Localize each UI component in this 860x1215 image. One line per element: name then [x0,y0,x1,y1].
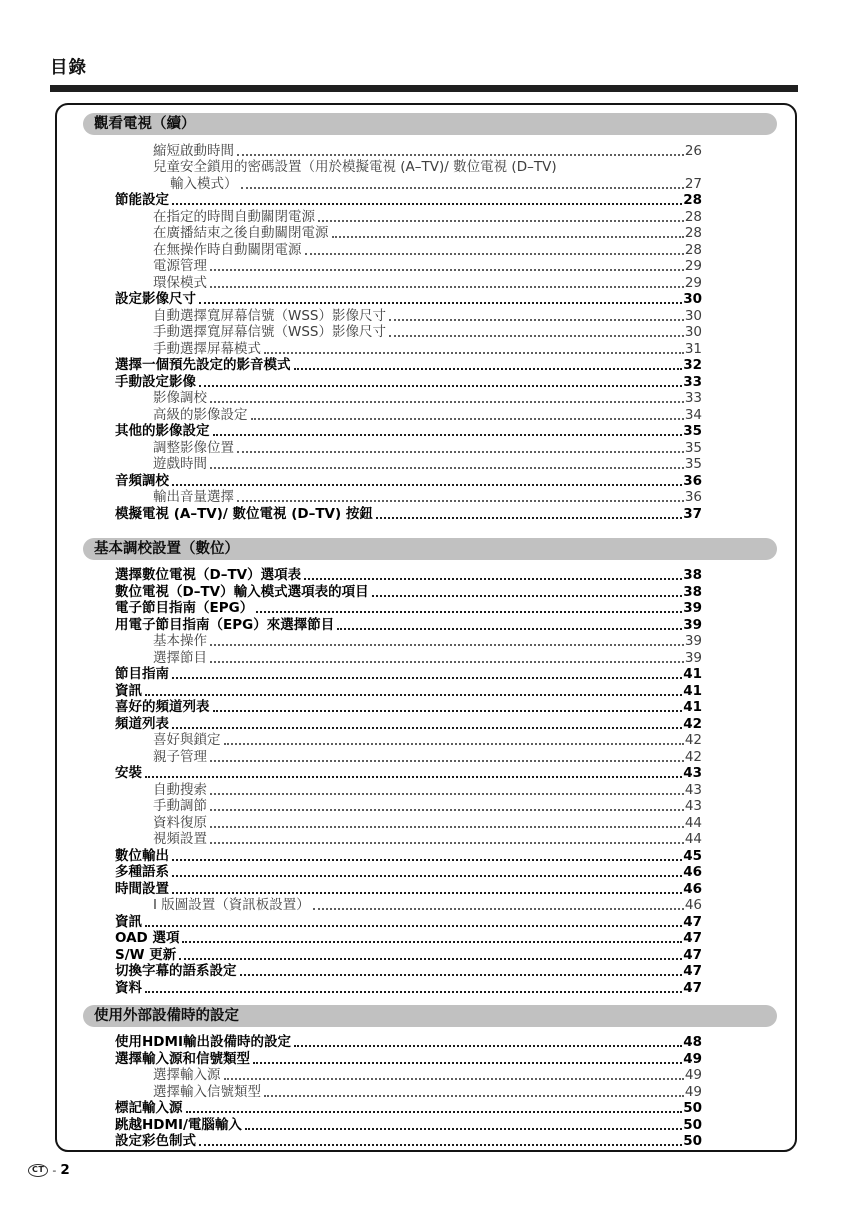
dotted-leader [210,401,684,403]
toc-entry [57,423,702,440]
dotted-leader [224,743,684,745]
dotted-leader [172,484,682,486]
dotted-leader [213,710,683,712]
toc-entry-label: 在廣播結束之後自動關閉電源 [153,225,329,241]
dotted-leader [182,941,682,943]
toc-entry-page: 28 [684,208,702,225]
toc-entry-label: 設定彩色制式 [115,1133,196,1149]
toc-entry [57,1133,702,1150]
dotted-leader [210,826,684,828]
toc-entry-page: 30 [684,307,702,324]
toc-entry-page: 43 [684,781,702,798]
toc-entry-page: 32 [683,357,702,373]
toc-entry [57,567,702,584]
toc-entry-page: 47 [683,913,702,930]
dotted-leader [145,991,682,993]
toc-entry [57,175,702,192]
toc-entry [57,583,702,600]
dotted-leader [224,1078,684,1080]
toc-entry-label: 在無操作時自動關閉電源 [153,241,302,258]
toc-entry [57,274,702,291]
section-header: 觀看電視（續） [83,113,777,135]
toc-entry [57,241,702,258]
toc-entry [57,913,702,930]
toc-entry [57,847,702,864]
toc-entry-label: 節能設定 [115,192,169,208]
toc-entry-page: 42 [683,715,702,732]
dotted-leader [294,368,683,370]
toc-entry [57,142,702,159]
dotted-leader [199,385,682,387]
toc-entry-label: 節目指南 [115,666,169,682]
dotted-leader [210,809,684,811]
toc-entry-label: 音頻調校 [115,472,169,489]
dotted-leader [304,578,682,580]
toc-entry-page: 38 [683,583,702,600]
toc-entry-page: 48 [683,1034,702,1050]
toc-entry-label: 電子節目指南（EPG） [115,600,254,616]
toc-entry-label: 設定影像尺寸 [115,291,196,307]
dotted-leader [210,286,684,288]
toc-entry-page: 28 [684,241,702,258]
toc-entry-page: 49 [683,1050,702,1067]
toc-entry [57,505,702,522]
toc-entry [57,814,702,831]
toc-entry-page: 30 [683,291,702,307]
toc-section [57,1005,795,1150]
toc-entry-label: 多種語系 [115,864,169,880]
toc-entry-page: 47 [683,979,702,996]
toc-entry-label: 親子管理 [153,748,207,765]
dotted-leader [318,220,684,222]
toc-entry-label: 喜好與鎖定 [153,732,221,748]
dotted-leader [376,517,682,519]
toc-section [57,538,795,996]
page-code-badge: CT [28,1164,48,1177]
dotted-leader [186,1111,683,1113]
toc-entry-page: 33 [683,373,702,390]
toc-entry-page: 27 [684,175,702,192]
dotted-leader [172,859,682,861]
toc-entry [57,699,702,716]
toc-entry [57,979,702,996]
dotted-leader [237,154,684,156]
toc-entry [57,307,702,324]
toc-section [57,113,795,522]
toc-entry [57,1034,702,1051]
toc-box [55,103,797,1152]
toc-entry-label: 選擇輸入源和信號類型 [115,1050,250,1067]
toc-entry [57,732,702,749]
toc-entry-label: 自動選擇寬屏幕信號（WSS）影像尺寸 [153,307,386,324]
toc-entry [57,649,702,666]
toc-entry-page: 28 [683,192,702,208]
toc-entry [57,880,702,897]
dotted-leader [172,875,682,877]
toc-entry-page: 38 [683,567,702,583]
toc-entry [57,373,702,390]
toc-entry-page: 43 [684,798,702,814]
toc-entry [57,798,702,815]
dotted-leader [264,352,684,354]
toc-entry-label: 其他的影像設定 [115,423,210,439]
page-title: 目錄 [50,58,87,78]
toc-entry-page: 45 [683,847,702,864]
toc-entry-page: 39 [684,649,702,666]
toc-entry-page: 39 [683,600,702,616]
toc-entry [57,439,702,456]
toc-entry [57,1100,702,1117]
dotted-leader [237,500,684,502]
toc-entry [57,390,702,407]
toc-entry-label: 高級的影像設定 [153,406,248,423]
toc-entry-label: 頻道列表 [115,715,169,732]
toc-entry-page: 35 [684,456,702,472]
toc-entry-label: 手動調節 [153,798,207,814]
dotted-leader [240,974,683,976]
toc-entry-page: 33 [684,390,702,406]
dotted-leader [145,925,682,927]
footer-separator: - [52,1163,57,1177]
dotted-leader [332,236,684,238]
toc-entry-label: 電源管理 [153,258,207,274]
dotted-leader [172,203,682,205]
toc-entry [57,208,702,225]
toc-entry-page: 46 [684,897,702,913]
toc-entry [57,472,702,489]
toc-entry-page: 36 [683,472,702,489]
toc-entry-list [57,1034,702,1150]
toc-entry [57,258,702,275]
dotted-leader [145,694,682,696]
toc-entry-label: 手動選擇屏幕模式 [153,340,261,357]
page-number: 2 [60,1162,70,1178]
toc-entry-label: 數位輸出 [115,847,169,864]
toc-entry-label: 遊戲時間 [153,456,207,472]
toc-entry-page: 47 [683,946,702,963]
dotted-leader [305,253,684,255]
toc-entry [57,225,702,242]
toc-entry-label: 選擇節目 [153,649,207,666]
toc-entry [57,340,702,357]
page-footer [28,1162,70,1178]
toc-entry-label: 資料 [115,979,142,996]
section-header: 使用外部設備時的設定 [83,1005,777,1027]
toc-entry-label: 使用HDMI輸出設備時的設定 [115,1034,291,1050]
toc-entry [57,715,702,732]
toc-entry-page: 37 [683,505,702,522]
toc-entry [57,897,702,914]
dotted-leader [237,451,684,453]
toc-entry-page: 28 [684,225,702,241]
dotted-leader [294,1045,682,1047]
dotted-leader [389,335,684,337]
toc-entry-label: 縮短啟動時間 [153,142,234,159]
toc-entry-label: 選擇輸入信號類型 [153,1083,261,1100]
toc-entry-page: 35 [684,439,702,456]
dotted-leader [372,595,683,597]
toc-entry-page: 50 [683,1100,702,1116]
dotted-leader [313,908,684,910]
toc-entry-label: 選擇數位電視（D–TV）選項表 [115,567,302,583]
toc-entry-label: 影像調校 [153,390,207,406]
toc-entry-label: S/W 更新 [115,946,177,963]
toc-entry [57,489,702,506]
toc-entry-page: 41 [683,666,702,682]
title-rule [50,85,798,92]
toc-entry-label: 資料復原 [153,814,207,831]
toc-entry [57,748,702,765]
toc-entry-page: 36 [684,489,702,505]
toc-entry-label: 環保模式 [153,274,207,291]
dotted-leader [210,269,684,271]
toc-entry-page: 39 [684,633,702,649]
toc-entry [57,616,702,633]
toc-entry [57,456,702,473]
toc-entry [57,1116,702,1133]
toc-entry [57,406,702,423]
toc-entry-label: 模擬電視 (A–TV)/ 數位電視 (D–TV) 按鈕 [115,505,373,522]
toc-entry-label: 兒童安全鎖用的密碼設置（用於模擬電視 (A–TV)/ 數位電視 (D–TV) [153,159,557,175]
toc-entry-page: 50 [683,1133,702,1149]
toc-entry-page: 46 [683,864,702,880]
toc-entry-label: 手動選擇寬屏幕信號（WSS）影像尺寸 [153,324,386,340]
toc-entry [57,192,702,209]
toc-entry-label: 安裝 [115,765,142,781]
dotted-leader [210,793,684,795]
toc-entry [57,1083,702,1100]
toc-entry-list [57,567,702,996]
toc-entry-page: 42 [684,748,702,765]
toc-entry-label: 輸入模式） [170,175,238,192]
toc-entry [57,666,702,683]
toc-entry-label: 切換字幕的語系設定 [115,963,237,979]
toc-entry [57,831,702,848]
toc-entry-list [57,142,702,522]
dotted-leader [210,644,684,646]
toc-entry-label: 輸出音量選擇 [153,489,234,505]
toc-entry-label: I 版圖設置（資訊板設置） [153,897,310,913]
toc-entry [57,291,702,308]
dotted-leader [145,776,682,778]
toc-entry [57,930,702,947]
dotted-leader [241,187,684,189]
toc-entry-label: 選擇一個預先設定的影音模式 [115,357,291,373]
toc-entry-page: 34 [684,406,702,423]
toc-entry-page: 50 [683,1116,702,1133]
dotted-leader [210,661,684,663]
dotted-leader [172,892,682,894]
toc-entry-label: 基本操作 [153,633,207,649]
toc-entry-label: 在指定的時間自動關閉電源 [153,208,315,225]
toc-entry-page: 43 [683,765,702,781]
toc-entry-label: 調整影像位置 [153,439,234,456]
toc-entry-page: 39 [683,616,702,633]
toc-entry-page: 31 [684,340,702,357]
dotted-leader [264,1095,684,1097]
dotted-leader [251,418,684,420]
dotted-leader [199,1144,682,1146]
toc-entry [57,324,702,341]
toc-entry-page: 42 [684,732,702,748]
toc-entry-label: 選擇輸入源 [153,1067,221,1083]
toc-entry-page: 47 [683,930,702,946]
dotted-leader [172,677,682,679]
toc-entry-label: 喜好的頻道列表 [115,699,210,715]
dotted-leader [213,434,683,436]
dotted-leader [256,611,682,613]
dotted-leader [245,1128,682,1130]
toc-entry [57,600,702,617]
toc-entry-page: 46 [683,880,702,897]
toc-entry-label: 時間設置 [115,880,169,897]
toc-entry-page: 26 [684,142,702,159]
toc-entry [57,1067,702,1084]
toc-entry-label: 視頻設置 [153,831,207,847]
dotted-leader [337,628,682,630]
dotted-leader [172,727,682,729]
toc-entry [57,781,702,798]
toc-entry-label: 資訊 [115,682,142,699]
toc-entry-label: 標記輸入源 [115,1100,183,1116]
toc-entry [57,682,702,699]
toc-entry-page: 49 [684,1067,702,1083]
toc-entry-page: 44 [684,814,702,831]
toc-entry-page: 29 [684,258,702,274]
toc-entry-page: 49 [684,1083,702,1100]
toc-entry-page: 29 [684,274,702,291]
toc-entry [57,765,702,782]
toc-entry-label: 用電子節目指南（EPG）來選擇節目 [115,616,335,633]
toc-entry-page: 47 [683,963,702,979]
toc-entry-label: 自動搜索 [153,781,207,798]
toc-entry-label: OAD 選項 [115,930,180,946]
toc-entry [57,633,702,650]
toc-entry-page: 44 [684,831,702,847]
toc-entry [57,159,702,176]
dotted-leader [210,842,684,844]
toc-entry [57,963,702,980]
toc-entry-label: 手動設定影像 [115,373,196,390]
dotted-leader [253,1062,682,1064]
toc-entry [57,864,702,881]
toc-entry [57,946,702,963]
dotted-leader [199,302,682,304]
section-header: 基本調校設置（數位） [83,538,777,560]
dotted-leader [389,319,684,321]
toc-entry [57,1050,702,1067]
toc-entry-label: 數位電視（D–TV）輸入模式選項表的項目 [115,583,369,600]
toc-entry-label: 跳越HDMI/電腦輸入 [115,1116,242,1133]
toc-entry-label: 資訊 [115,913,142,930]
dotted-leader [179,958,682,960]
toc-entry-page: 41 [683,699,702,715]
dotted-leader [210,760,684,762]
toc-entry-page: 30 [684,324,702,340]
toc-entry-page: 41 [683,682,702,699]
dotted-leader [210,467,684,469]
toc-entry-page: 35 [683,423,702,439]
toc-entry [57,357,702,374]
